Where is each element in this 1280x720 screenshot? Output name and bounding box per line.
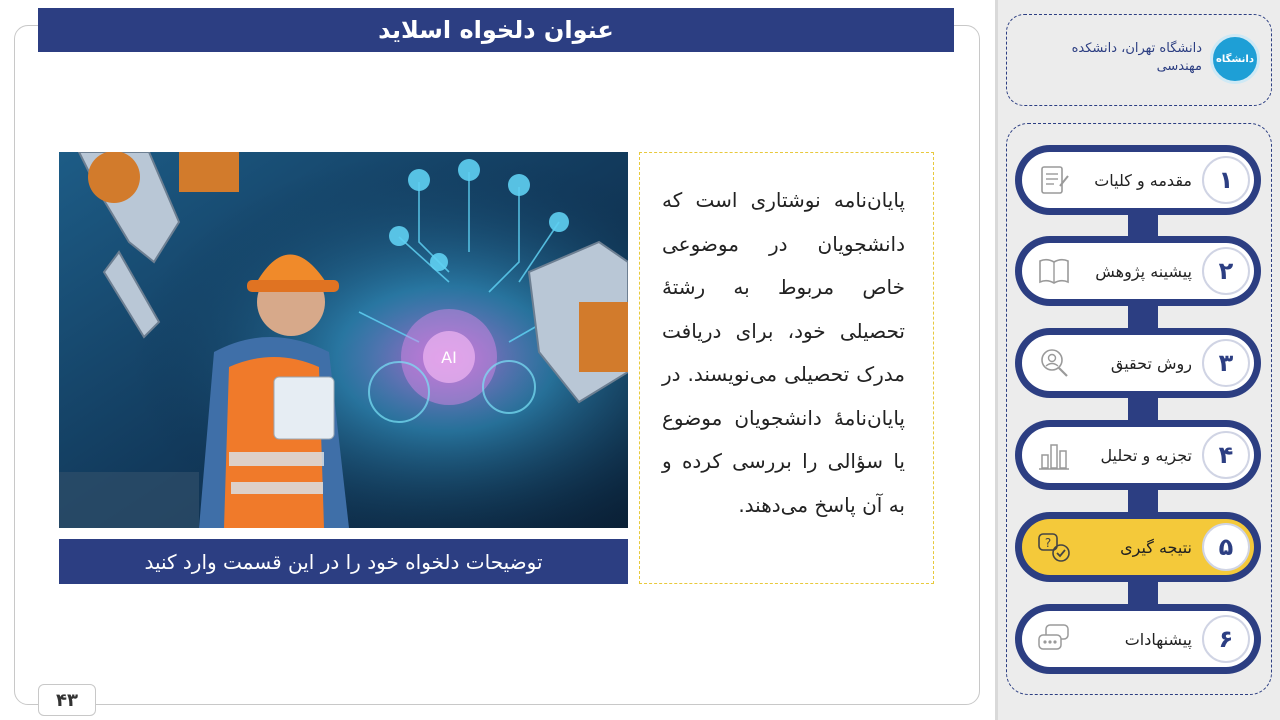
image-caption: توضیحات دلخواه خود را در این قسمت وارد کنید bbox=[59, 539, 628, 584]
question-check-icon bbox=[1036, 529, 1072, 565]
nav-item-conclusion[interactable] bbox=[1015, 512, 1261, 582]
nav-item-methodology[interactable] bbox=[1015, 328, 1261, 398]
logo-text: دانشگاه bbox=[1216, 53, 1254, 65]
bar-chart-icon bbox=[1036, 437, 1072, 473]
document-edit-icon bbox=[1036, 162, 1072, 198]
nav-item-analysis[interactable] bbox=[1015, 420, 1261, 490]
search-user-icon bbox=[1036, 345, 1072, 381]
nav-item-introduction[interactable] bbox=[1015, 145, 1261, 215]
university-logo-icon bbox=[1210, 34, 1260, 84]
nav-label: مقدمه و کلیات bbox=[1094, 170, 1192, 190]
nav-label: روش تحقیق bbox=[1110, 353, 1192, 373]
nav-item-suggestions[interactable] bbox=[1015, 604, 1261, 674]
sidebar-divider bbox=[995, 0, 998, 720]
university-name: دانشگاه تهران، دانشکده مهندسی bbox=[1071, 41, 1202, 74]
nav-number: ۱ bbox=[1202, 156, 1250, 204]
nav-item-literature[interactable] bbox=[1015, 236, 1261, 306]
svg-text:?: ? bbox=[1044, 536, 1052, 550]
nav-number: ۳ bbox=[1202, 339, 1250, 387]
slide-title: عنوان دلخواه اسلاید bbox=[38, 8, 954, 52]
nav-number: ۶ bbox=[1202, 615, 1250, 663]
svg-text:AI: AI bbox=[441, 348, 457, 367]
nav-label: نتیجه گیری bbox=[1120, 537, 1192, 557]
body-text: پایان‌نامه نوشتاری است که دانشجویان در موضوعی خاص مربوط به رشتهٔ تحصیلی خود، برای دریافت مدرک تحصیلی می‌نویسند. در پایان‌نامهٔ دانشجویان موضوع یا سؤالی را بررسی کرده و به آن پاسخ می‌دهند. bbox=[639, 152, 934, 584]
photo-illustration bbox=[59, 152, 628, 528]
nav-label: پیشینه پژوهش bbox=[1095, 261, 1192, 281]
nav-label: پیشنهادات bbox=[1124, 629, 1192, 649]
page-number: ۴۳ bbox=[38, 684, 96, 716]
nav-number: ۵ bbox=[1202, 523, 1250, 571]
book-icon bbox=[1036, 253, 1072, 289]
nav-number: ۲ bbox=[1202, 247, 1250, 295]
nav-number: ۴ bbox=[1202, 431, 1250, 479]
chat-bubbles-icon bbox=[1036, 621, 1072, 657]
nav-label: تجزیه و تحلیل bbox=[1100, 445, 1192, 465]
engineer-ai-photo bbox=[59, 152, 628, 528]
